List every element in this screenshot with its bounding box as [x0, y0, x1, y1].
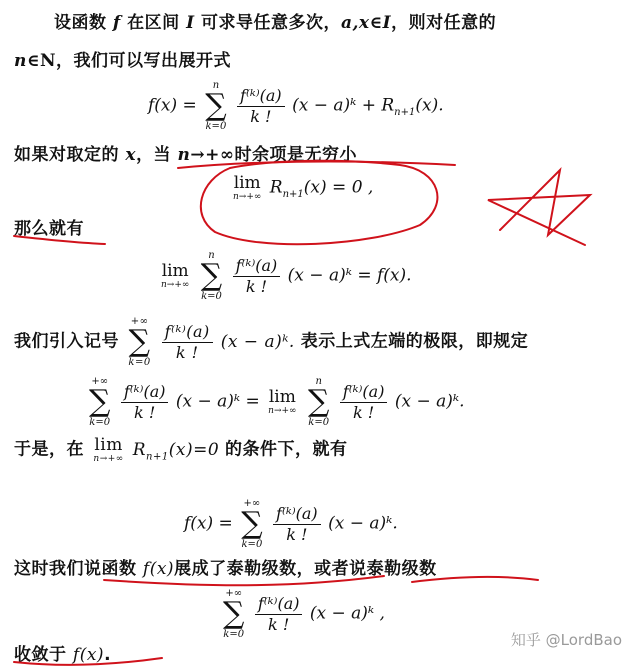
eq-mid: (x − a)ᵏ + R — [292, 95, 395, 116]
text-span: 这时我们说函数 — [14, 559, 143, 579]
fraction: $\frac{\text{f⁽ᵏ⁾(a)}}{k !}$ — [340, 382, 388, 423]
math-fx: f(x) — [142, 559, 175, 579]
text-span: 设函数 — [54, 13, 113, 33]
eq-sub: n+1 — [282, 188, 304, 200]
text-span: . — [104, 645, 112, 665]
sum-symbol: n ∑ k=0 — [205, 80, 227, 132]
text-span: 展成了泰勒级数，或者说泰勒级数 — [174, 559, 437, 579]
math-limit: n→+∞ — [177, 145, 235, 165]
underline-then-have — [14, 236, 105, 244]
text-span: 时余项是无穷小 — [234, 145, 357, 165]
text-span: ，当 — [136, 145, 178, 165]
lim-operator: lim n→+∞ — [161, 261, 190, 290]
eq-R: R — [269, 177, 283, 198]
text-span: 表示上式左端的极限，即规定 — [300, 331, 529, 352]
math-x: x — [125, 145, 137, 165]
sum-symbol: n ∑ k=0 — [307, 376, 330, 428]
underline-converges — [14, 658, 162, 665]
text-span: 我们引入记号 — [14, 331, 119, 352]
eq-lhs: f(x) = — [184, 513, 233, 534]
text-span: ，则对任意的 — [391, 13, 497, 33]
circle-limit-annotation — [201, 161, 438, 245]
math-fx: f(x) — [72, 645, 105, 665]
math-n: n∈ — [14, 51, 40, 71]
text-span: 如果对取定的 — [14, 145, 126, 165]
eq-lhs: f(x) = — [148, 95, 197, 116]
lim-operator: lim n→+∞ — [268, 387, 297, 416]
fraction: $\frac{\text{f⁽ᵏ⁾(a)}}{k !}$ — [233, 256, 281, 297]
underline-infinitesimal — [178, 162, 455, 168]
eq-end: (x). — [415, 95, 444, 116]
sum-symbol: n ∑ k=0 — [200, 250, 223, 302]
text-span: 在区间 — [120, 13, 187, 33]
text-span: ，我们可以写出展开式 — [56, 51, 231, 71]
math-N: N — [39, 51, 56, 71]
eq-end: (x − a)ᵏ. — [394, 391, 465, 412]
sum-symbol: +∞ ∑ k=0 — [128, 316, 151, 368]
eq-rest: (x) = 0 , — [303, 177, 374, 198]
eq-mid: (x − a)ᵏ = — [175, 391, 260, 412]
text-span: 的条件下，就有 — [225, 439, 348, 460]
underline-expand-taylor — [104, 576, 384, 585]
eq-end: (x − a)ᵏ. — [328, 513, 398, 534]
fraction: $\frac{\text{f⁽ᵏ⁾(a)}}{k !}$ — [162, 322, 213, 363]
fraction: $\frac{\text{f⁽ᵏ⁾(a)}}{k !}$ — [121, 382, 169, 423]
fraction: $\frac{\text{f⁽ᵏ⁾(a)}}{k !}$ — [237, 86, 285, 127]
text-span: 可求导任意多次， — [194, 13, 341, 33]
eq-R: R — [132, 439, 147, 460]
text-span: 于是，在 — [14, 439, 84, 460]
sum-symbol: +∞ ∑ k=0 — [241, 498, 263, 550]
eq-end: (x − a)ᵏ , — [309, 603, 385, 624]
eq-sub: n+1 — [394, 106, 416, 118]
eq-rest: (x − a)ᵏ = f(x). — [287, 265, 412, 286]
text-span: 收敛于 — [14, 645, 73, 665]
lim-operator: lim n→+∞ — [93, 435, 124, 464]
math-f: f — [112, 13, 121, 33]
text-span: 那么就有 — [14, 219, 84, 239]
sum-symbol: +∞ ∑ k=0 — [89, 376, 111, 428]
underline-or-taylor — [412, 577, 538, 582]
sum-symbol: +∞ ∑ k=0 — [223, 588, 245, 640]
math-I: I — [186, 13, 195, 33]
fraction: $\frac{\text{f⁽ᵏ⁾(a)}}{k !}$ — [273, 504, 321, 545]
eq-rest: (x − a)ᵏ. — [220, 331, 295, 352]
math-vars: a,x∈I — [340, 13, 392, 33]
lim-operator: lim n→+∞ — [233, 173, 262, 202]
star-doodle — [488, 170, 590, 245]
eq-rest: (x)=0 — [168, 439, 220, 460]
eq-sub: n+1 — [146, 450, 169, 462]
watermark: 知乎 @LordBao — [510, 631, 622, 649]
fraction: $\frac{\text{f⁽ᵏ⁾(a)}}{k !}$ — [255, 594, 303, 635]
